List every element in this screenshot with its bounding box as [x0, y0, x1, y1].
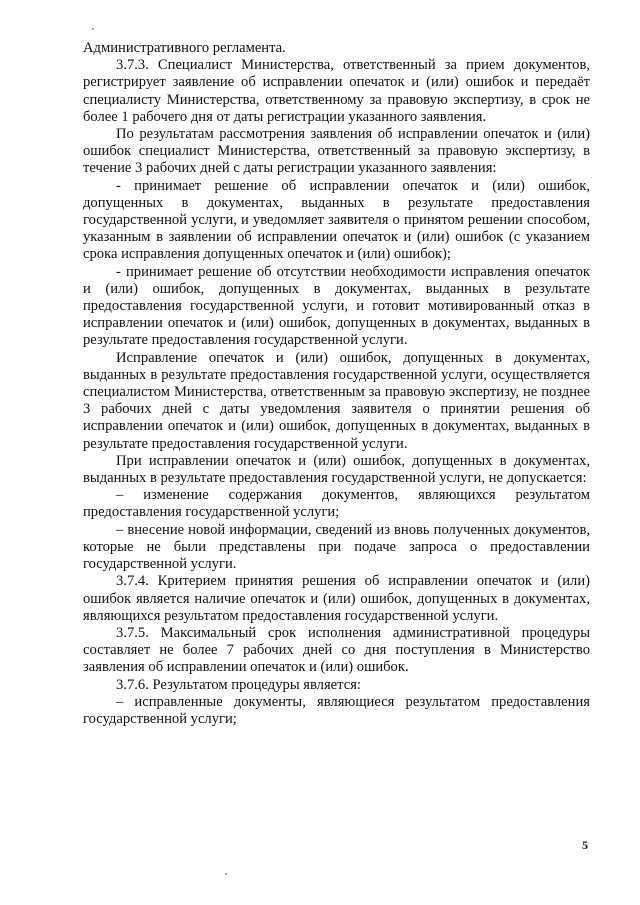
scan-speck — [92, 28, 94, 30]
document-body — [83, 40, 590, 728]
paragraph-3-7-4: 3.7.4. Критерием принятия решения об исправлении опечаток и (или) ошибок является наличие опечаток и (или) ошибок, допущенных в документах, являющихся результатом предоставления государственной услуги. — [83, 573, 590, 624]
paragraph: При исправлении опечаток и (или) ошибок, допущенных в документах, выданных в результате предоставления государственной услуги, не допускается: — [83, 452, 590, 487]
paragraph: Исправление опечаток и (или) ошибок, допущенных в документах, выданных в результате предоставления государственной услуги, осуществляется специалистом Министерства, ответственным за правовую экспертизу, не позднее 3 рабочих дней с даты уведомления заявителя о принятии решения об исправлении опечаток и (или) ошибок, допущенных в документах, выданных в результате предоставления государственной услуги. — [83, 349, 590, 452]
paragraph-3-7-6: 3.7.6. Результатом процедуры является: — [116, 676, 361, 693]
page-number: 5 — [582, 838, 588, 852]
paragraph-3-7-3: 3.7.3. Специалист Министерства, ответственный за прием документов, регистрирует заявление об исправлении опечаток и (или) ошибок и передаёт специалисту Министерства, ответственному за правовую экспертизу, в срок не более 1 рабочего дня от даты регистрации указанного заявления. — [83, 57, 590, 125]
list-item: - принимает решение об исправлении опечаток и (или) ошибок, допущенных в документах, выданных в результате предоставления государственной услуги, и уведомляет заявителя о принятом решении способом, указанным в заявлении об исправлении опечаток и (или) ошибок (с указанием срока исправления допущенных опечаток и (или) ошибок); — [83, 177, 590, 263]
scan-speck — [225, 873, 227, 875]
list-item: – изменение содержания документов, являющихся результатом предоставления государственной услуги; — [83, 487, 590, 521]
paragraph: Административного регламента. — [83, 40, 286, 56]
list-item: – внесение новой информации, сведений из вновь полученных документов, которые не были представлены при подаче запроса о предоставлении государственной услуги. — [83, 521, 590, 573]
paragraph-3-7-5: 3.7.5. Максимальный срок исполнения административной процедуры составляет не более 7 рабочих дней со дня поступления в Министерство заявления об исправлении опечаток и (или) ошибок. — [83, 624, 590, 676]
list-item: – исправленные документы, являющиеся результатом предоставления государственной услуги; — [83, 693, 590, 727]
list-item: - принимает решение об отсутствии необходимости исправления опечаток и (или) ошибок, допущенных в документах, выданных в результате предоставления государственной услуги, и готовит мотивированный отказ в исправлении опечаток и (или) ошибок, допущенных в документах, выданных в результате предоставления государственной услуги. — [83, 263, 590, 349]
paragraph: По результатам рассмотрения заявления об исправлении опечаток и (или) ошибок специалист Министерства, ответственный за правовую экспертизу, в течение 3 рабочих дней с даты регистрации указанного заявления: — [83, 126, 590, 177]
